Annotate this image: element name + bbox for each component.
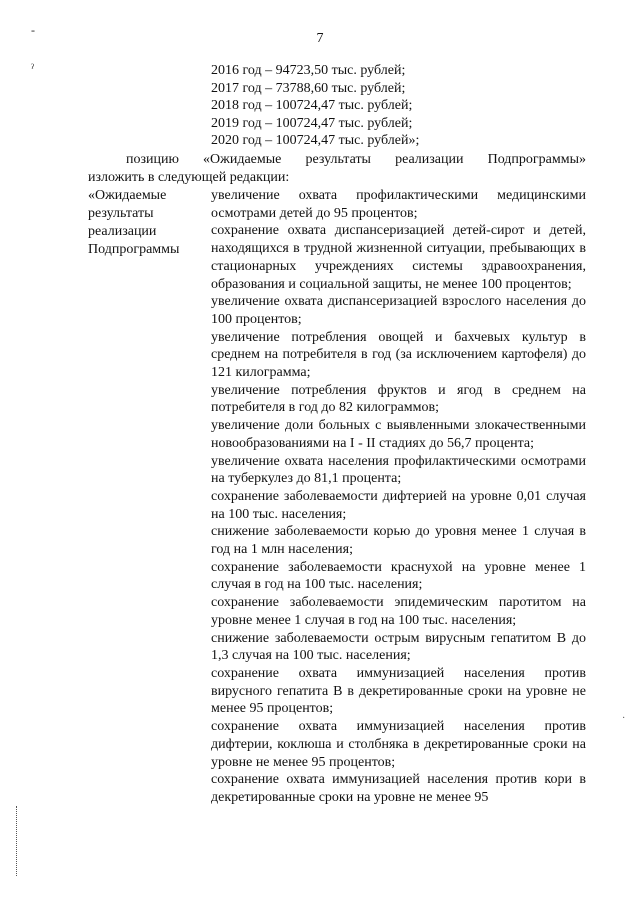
result-item: сохранение охвата иммунизацией населения против вирусного гепатита В в декретированные сроки на уровне не менее 95 процентов; [211, 665, 586, 717]
result-item: снижение заболеваемости корью до уровня менее 1 случая в год на 1 млн населения; [211, 524, 586, 558]
result-item: снижение заболеваемости острым вирусным гепатитом В до 1,3 случая на 100 тыс. населения; [211, 630, 586, 664]
scan-mark: ˀ [31, 61, 34, 75]
result-item: сохранение охвата диспансеризацией детей-сирот и детей, находящихся в трудной жизненной ситуации, пребывающих в стационарных учреждениях системы здравоохранения, образования и социальной защиты, не менее 100 процентов; [211, 223, 586, 292]
result-item: сохранение заболеваемости дифтерией на уровне 0,01 случая на 100 тыс. населения; [211, 488, 586, 522]
result-item: сохранение охвата иммунизацией населения против дифтерии, коклюша и столбняка в декретированные сроки на уровне не менее 95 процентов; [211, 719, 586, 770]
result-item: увеличение охвата профилактическими медицинскими осмотрами детей до 95 процентов; [211, 188, 586, 221]
page-number: 7 [316, 31, 324, 46]
result-item: увеличение потребления фруктов и ягод в среднем на потребителя в год до 82 килограммов; [211, 382, 586, 416]
result-item: увеличение потребления овощей и бахчевых культур в среднем на потребителя в год (за исключением картофеля) до 121 килограмма; [211, 329, 586, 381]
row-label-line: Подпрограммы [88, 242, 180, 257]
result-item: увеличение охвата диспансеризацией взрослого населения до 100 процентов; [211, 294, 586, 327]
scan-dot: · [622, 713, 626, 724]
result-item: увеличение охвата населения профилактическими осмотрами на туберкулез до 81,1 процента; [211, 453, 586, 487]
row-label-line: результаты [88, 206, 154, 221]
budget-line: 2016 год – 94723,50 тыс. рублей; [211, 63, 406, 78]
instruction-line: позицию «Ожидаемые результаты реализации Подпрограммы» [126, 152, 586, 167]
budget-line: 2019 год – 100724,47 тыс. рублей; [211, 115, 413, 131]
instruction-paragraph [88, 151, 586, 186]
expected-results-list [211, 187, 586, 807]
row-label [88, 187, 206, 259]
result-item: увеличение доли больных с выявленными злокачественными новообразованиями на I - II стадиях до 56,7 процента; [211, 418, 586, 451]
scan-edge-artifact [16, 806, 18, 876]
budget-line: 2017 год – 73788,60 тыс. рублей; [211, 80, 406, 96]
scan-mark: ‐ [31, 23, 35, 37]
budget-line: 2018 год – 100724,47 тыс. рублей; [211, 98, 413, 114]
budget-line: 2020 год – 100724,47 тыс. рублей»; [211, 133, 420, 149]
instruction-line: изложить в следующей редакции: [88, 169, 290, 185]
result-item: сохранение заболеваемости эпидемическим паротитом на уровне менее 1 случая в год на 100 тыс. населения; [211, 595, 586, 628]
budget-list [211, 62, 419, 150]
row-label-line: «Ожидаемые [88, 188, 167, 203]
result-item: сохранение заболеваемости краснухой на уровне менее 1 случая в год на 100 тыс. населения; [211, 559, 586, 593]
row-label-line: реализации [88, 224, 157, 239]
result-item: сохранение охвата иммунизацией населения против кори в декретированные сроки на уровне не менее 95 [211, 772, 586, 805]
